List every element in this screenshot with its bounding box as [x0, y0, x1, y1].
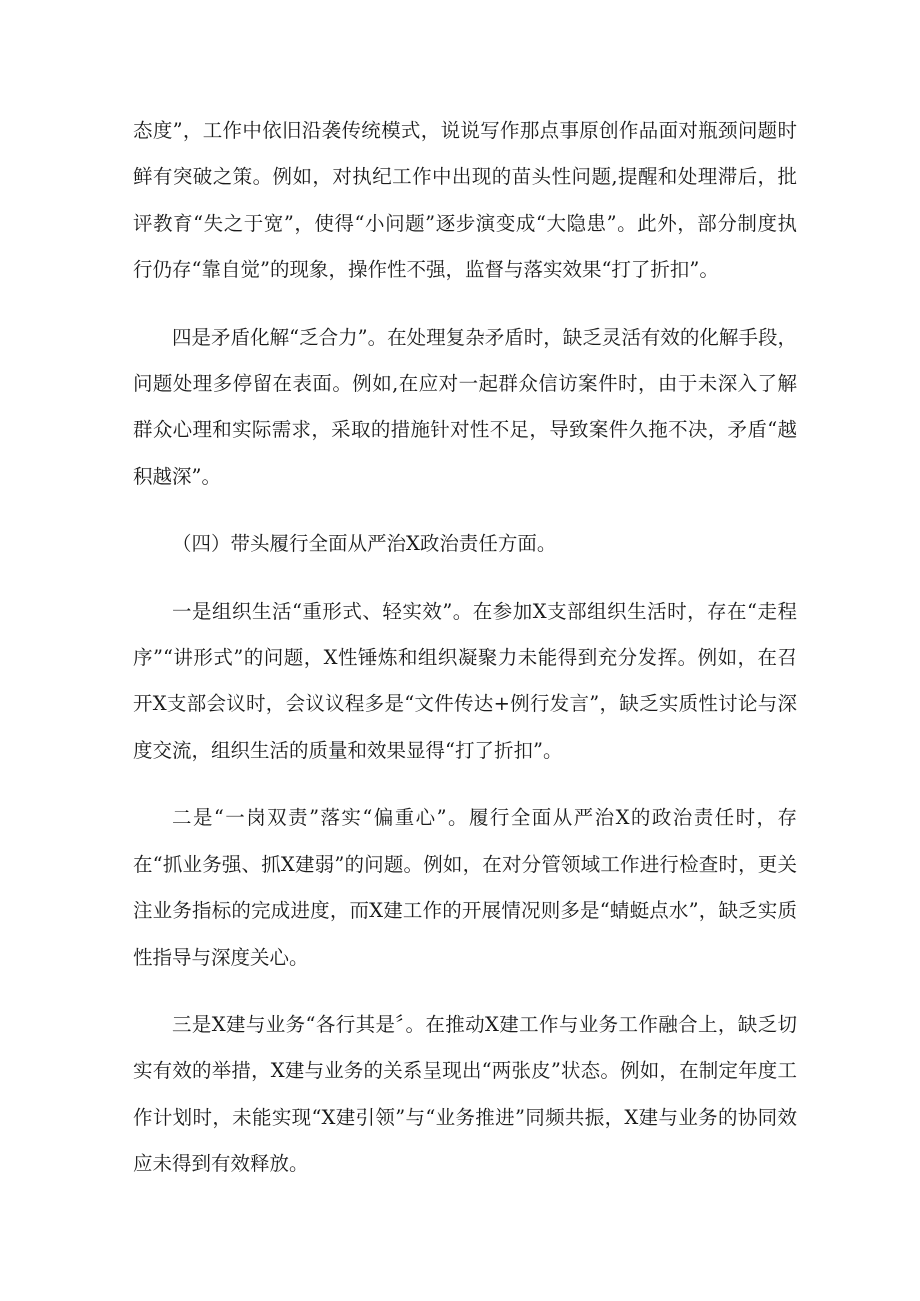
paragraph-item-three: 三是X建与业务“各行其是〞。在推动X建工作与业务工作融合上，缺乏切实有效的举措，X建与业务的关系呈现出“两张皮”状态。例如，在制定年度工作计划时，未能实现“X建引领”与“业务推进”同频共振，X建与业务的协同效应未得到有效释放。 [133, 1012, 797, 1176]
paragraph-item-one: 一是组织生活“重形式、轻实效”。在参加X支部组织生活时，存在“走程序”“讲形式”的问题，X性锤炼和组织凝聚力未能得到充分发挥。例如，在召开X支部会议时，会议议程多是“文件传达+例行发言”，缺乏实质性讨论与深度交流，组织生活的质量和效果显得“打了折扣”。 [133, 599, 797, 762]
paragraph-item-two: 二是“一岗双责”落实“偏重心”。履行全面从严治X的政治责任时，存在“抓业务强、抓X建弱”的问题。例如，在对分管领域工作进行检查时，更关注业务指标的完成进度，而X建工作的开展情况则多是“蜻蜓点水”，缺乏实质性指导与深度关心。 [133, 806, 797, 969]
document-body [133, 108, 797, 1209]
paragraph-continuation: 态度”，工作中依旧沿袭传统模式，说说写作那点事原创作品面对瓶颈问题时鲜有突破之策。例如，对执纪工作中出现的苗头性问题,提醒和处理滞后，批评教育“失之于宽”，使得“小问题”逐步演变成“大隐患”。此外，部分制度执行仍存“靠自觉”的现象，操作性不强，监督与落实效果“打了折扣”。 [133, 119, 797, 282]
paragraph-item-four: 四是矛盾化解“乏合力”。在处理复杂矛盾时，缺乏灵活有效的化解手段，问题处理多停留在表面。例如,在应对一起群众信访案件时，由于未深入了解群众心理和实际需求，采取的措施针对性不足，导致案件久拖不决，矛盾“越积越深”。 [133, 325, 797, 488]
section-heading: （四）带头履行全面从严治X政治责任方面。 [172, 532, 557, 556]
